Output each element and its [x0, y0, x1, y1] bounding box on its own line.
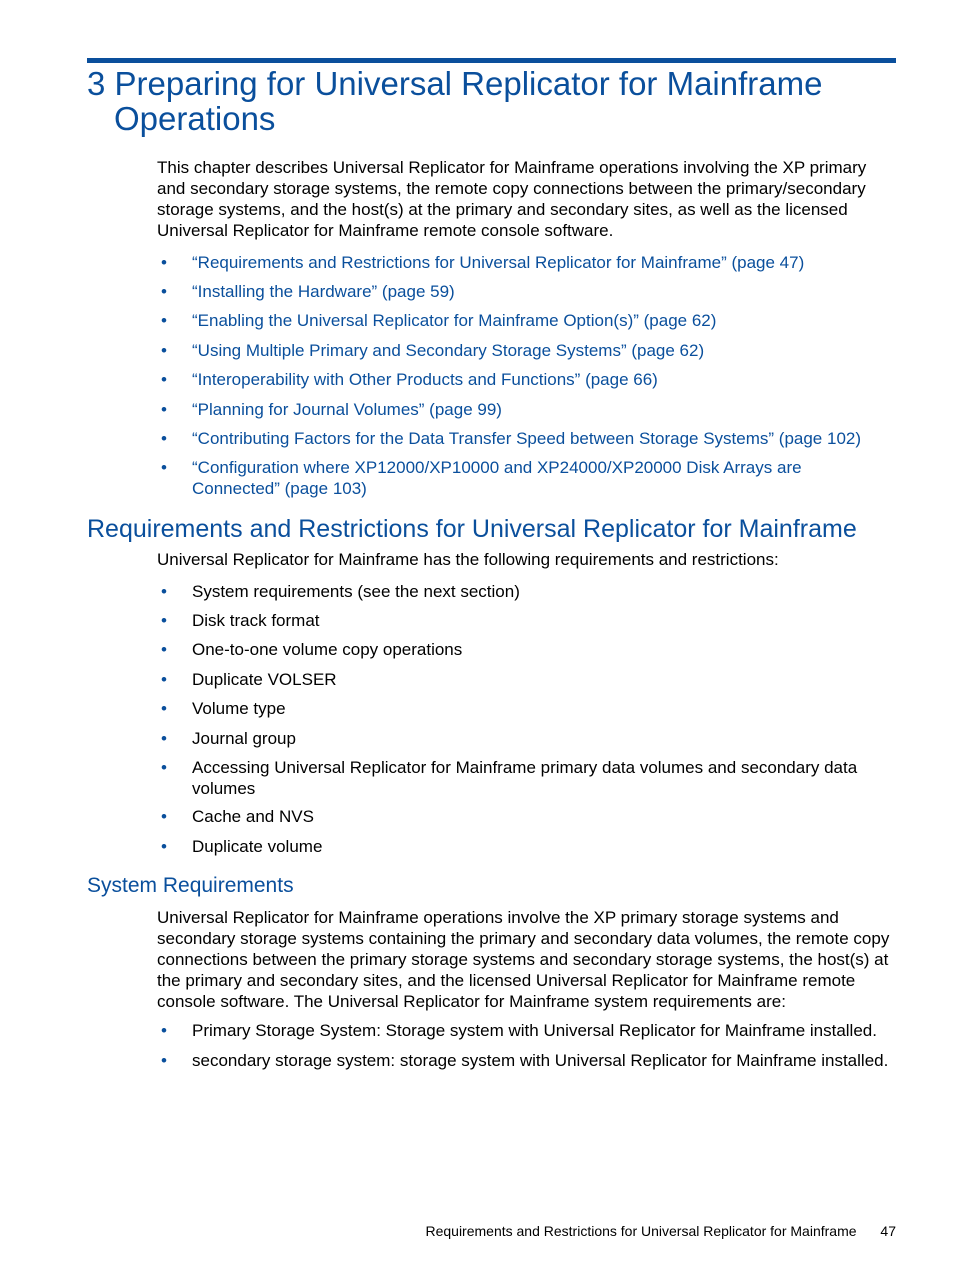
list-item[interactable]	[157, 340, 897, 361]
list-item[interactable]	[157, 310, 897, 331]
list-item-text: Disk track format	[192, 611, 320, 630]
bullet-icon: •	[161, 758, 167, 777]
list-item-text: One-to-one volume copy operations	[192, 640, 463, 659]
list-item	[157, 1050, 897, 1071]
section-link[interactable]: “Installing the Hardware” (page 59)	[192, 282, 455, 301]
section-link[interactable]: “Enabling the Universal Replicator for Mainframe Option(s)” (page 62)	[192, 311, 717, 330]
bullet-icon: •	[161, 611, 167, 630]
list-item	[157, 639, 897, 660]
bullet-icon: •	[161, 1021, 167, 1040]
list-item[interactable]	[157, 369, 897, 390]
list-item	[157, 1020, 897, 1041]
list-item-text: Duplicate VOLSER	[192, 670, 337, 689]
list-item[interactable]	[157, 399, 897, 420]
list-item-text: Primary Storage System: Storage system with Universal Replicator for Mainframe installed.	[192, 1021, 877, 1040]
bullet-icon: •	[161, 670, 167, 689]
list-item[interactable]	[157, 428, 897, 449]
list-item[interactable]	[157, 457, 872, 499]
bullet-icon: •	[161, 429, 167, 448]
bullet-icon: •	[161, 807, 167, 826]
bullet-icon: •	[161, 282, 167, 301]
bullet-icon: •	[161, 311, 167, 330]
requirements-list	[157, 581, 897, 857]
bullet-icon: •	[161, 640, 167, 659]
bullet-icon: •	[161, 1051, 167, 1070]
chapter-intro: This chapter describes Universal Replicator for Mainframe operations involving the XP primary and secondary storage systems, the remote copy connections between the primary/secondary storage systems, and the host(s) at the primary and secondary sites, as well as the licensed Universal Replicator for Mainframe remote console software.	[157, 158, 867, 240]
bullet-icon: •	[161, 458, 167, 477]
list-item	[157, 757, 892, 799]
bullet-icon: •	[161, 253, 167, 272]
list-item	[157, 806, 897, 827]
list-item-text: Cache and NVS	[192, 807, 314, 826]
list-item-text: Volume type	[192, 699, 286, 718]
bullet-icon: •	[161, 699, 167, 718]
bullet-icon: •	[161, 729, 167, 748]
list-item-text: System requirements (see the next section)	[192, 582, 520, 601]
list-item-text: Journal group	[192, 729, 296, 748]
list-item	[157, 698, 897, 719]
page-footer	[425, 1222, 896, 1240]
list-item-text: Duplicate volume	[192, 837, 323, 856]
chapter-top-rule	[87, 58, 896, 63]
list-item	[157, 728, 897, 749]
bullet-icon: •	[161, 837, 167, 856]
list-item	[157, 610, 897, 631]
bullet-icon: •	[161, 400, 167, 419]
bullet-icon: •	[161, 341, 167, 360]
list-item-text: secondary storage system: storage system with Universal Replicator for Mainframe installed.	[192, 1051, 889, 1070]
section-link[interactable]: “Configuration where XP12000/XP10000 and XP24000/XP20000 Disk Arrays are Connected” (page 103)	[192, 458, 802, 498]
system-requirements-list	[157, 1020, 897, 1071]
footer-running-title: Requirements and Restrictions for Universal Replicator for Mainframe	[425, 1223, 857, 1239]
list-item[interactable]	[157, 281, 897, 302]
requirements-intro: Universal Replicator for Mainframe has the following requirements and restrictions:	[157, 550, 779, 569]
list-item	[157, 581, 897, 602]
list-item-text: Accessing Universal Replicator for Mainframe primary data volumes and secondary data volumes	[192, 758, 858, 798]
section-link[interactable]: “Contributing Factors for the Data Transfer Speed between Storage Systems” (page 102)	[192, 429, 862, 448]
page-number: 47	[880, 1223, 896, 1239]
section-link[interactable]: “Requirements and Restrictions for Universal Replicator for Mainframe” (page 47)	[192, 253, 805, 272]
bullet-icon: •	[161, 370, 167, 389]
system-requirements-heading: System Requirements	[87, 874, 294, 897]
list-item	[157, 836, 897, 857]
section-link[interactable]: “Interoperability with Other Products and Functions” (page 66)	[192, 370, 658, 389]
section-link[interactable]: “Planning for Journal Volumes” (page 99)	[192, 400, 502, 419]
section-link[interactable]: “Using Multiple Primary and Secondary Storage Systems” (page 62)	[192, 341, 705, 360]
list-item[interactable]	[157, 252, 897, 273]
list-item	[157, 669, 897, 690]
bullet-icon: •	[161, 582, 167, 601]
chapter-title-line1: 3 Preparing for Universal Replicator for Mainframe	[87, 65, 823, 102]
chapter-title	[87, 66, 896, 136]
system-requirements-body: Universal Replicator for Mainframe operations involve the XP primary storage systems and secondary storage systems containing the primary and secondary data volumes, the remote copy connections between the primary storage systems and secondary storage systems, the host(s) at the primary and secondary sites, and the licensed Universal Replicator for Mainframe remote console software. The Universal Replicator for Mainframe system requirements are:	[157, 908, 890, 1011]
requirements-heading: Requirements and Restrictions for Universal Replicator for Mainframe	[87, 515, 857, 543]
chapter-title-line2: Operations	[114, 100, 276, 137]
chapter-link-list	[157, 252, 897, 499]
